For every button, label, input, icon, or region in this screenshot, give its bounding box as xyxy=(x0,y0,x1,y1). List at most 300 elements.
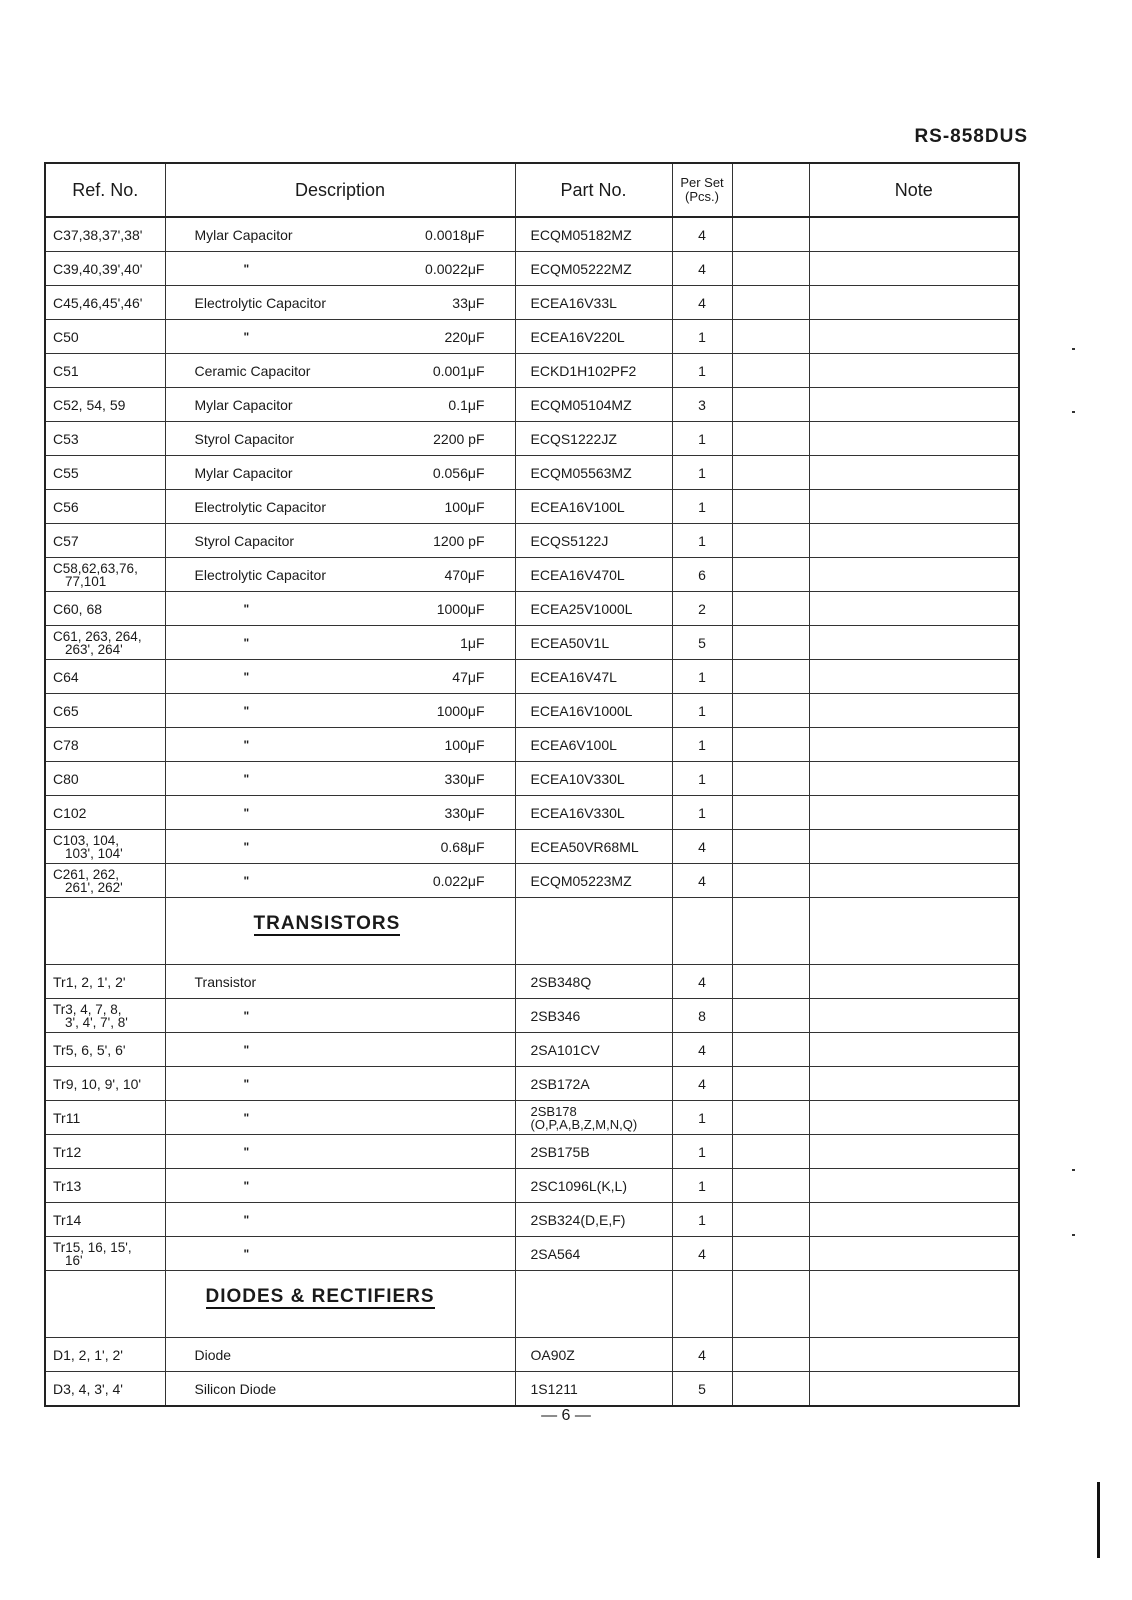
quantity-cell: 1 xyxy=(672,422,732,456)
ref-cell xyxy=(45,1237,165,1271)
description-cell xyxy=(165,217,515,252)
note-cell xyxy=(809,252,1019,286)
note-cell xyxy=(809,422,1019,456)
part-no-text: ECQM05563MZ xyxy=(530,464,632,481)
value-text: 0.0018μF xyxy=(425,226,485,243)
value-text: 2200 pF xyxy=(433,430,485,447)
blank-cell xyxy=(732,320,809,354)
value-text: 470μF xyxy=(444,566,485,583)
part-no-cell xyxy=(515,1067,672,1101)
ref-text: C52, 54, 59 xyxy=(53,396,126,413)
blank-cell xyxy=(732,524,809,558)
ref-cell xyxy=(45,1067,165,1101)
table-row xyxy=(45,728,1019,762)
description-cell xyxy=(165,1033,515,1067)
table-row xyxy=(45,558,1019,592)
quantity-cell: 1 xyxy=(672,660,732,694)
table-row xyxy=(45,660,1019,694)
blank-cell xyxy=(732,626,809,660)
part-no-cell xyxy=(515,320,672,354)
part-no-cell xyxy=(515,456,672,490)
ref-text: C39,40,39',40' xyxy=(53,260,143,277)
note-cell xyxy=(809,1169,1019,1203)
table-row xyxy=(45,1067,1019,1101)
part-no-text: ECQM05222MZ xyxy=(530,260,632,277)
ref-text: C61, 263, 264, xyxy=(53,628,142,644)
part-no-text: 2SB172A xyxy=(530,1075,590,1092)
ref-cell xyxy=(45,728,165,762)
ditto-mark: " xyxy=(243,1246,250,1261)
quantity-cell: 3 xyxy=(672,388,732,422)
description-cell xyxy=(165,1372,515,1407)
part-no-cell xyxy=(515,660,672,694)
description-text: Mylar Capacitor xyxy=(194,396,293,413)
description-cell xyxy=(165,1135,515,1169)
description-text: Mylar Capacitor xyxy=(194,464,293,481)
parts-list-table xyxy=(44,162,1020,1407)
part-no-text: ECEA10V330L xyxy=(530,770,625,787)
description-text: Silicon Diode xyxy=(194,1380,277,1397)
scan-mark xyxy=(1072,411,1075,413)
ref-cell xyxy=(45,524,165,558)
table-row xyxy=(45,1101,1019,1135)
part-no-cell xyxy=(515,388,672,422)
part-no-cell xyxy=(515,490,672,524)
quantity-cell: 4 xyxy=(672,965,732,999)
ref-cell xyxy=(45,626,165,660)
table-row xyxy=(45,422,1019,456)
note-cell xyxy=(809,1033,1019,1067)
description-cell xyxy=(165,422,515,456)
description-cell xyxy=(165,694,515,728)
section-note-cell xyxy=(809,1271,1019,1338)
ditto-mark: " xyxy=(243,771,250,786)
ref-text: Tr13 xyxy=(53,1177,82,1194)
description-header: Description xyxy=(165,163,515,217)
table-header-row xyxy=(45,163,1019,217)
part-no-cell xyxy=(515,286,672,320)
value-text: 1200 pF xyxy=(433,532,485,549)
description-cell xyxy=(165,796,515,830)
part-no-text: 2SA101CV xyxy=(530,1041,600,1058)
description-cell xyxy=(165,1067,515,1101)
model-number: RS-858DUS xyxy=(914,126,1028,147)
quantity-cell: 1 xyxy=(672,728,732,762)
description-cell xyxy=(165,1169,515,1203)
part-no-text: ECEA16V470L xyxy=(530,566,625,583)
ditto-mark: " xyxy=(243,873,250,888)
ref-cell xyxy=(45,864,165,898)
table-row xyxy=(45,354,1019,388)
ref-cell xyxy=(45,422,165,456)
description-cell xyxy=(165,864,515,898)
ditto-mark: " xyxy=(243,1076,250,1091)
part-no-cell xyxy=(515,252,672,286)
value-text: 0.022μF xyxy=(432,872,485,889)
ref-text: C55 xyxy=(53,464,79,481)
description-text: Diode xyxy=(194,1346,232,1363)
table-row xyxy=(45,999,1019,1033)
ref-text: Tr5, 6, 5', 6' xyxy=(53,1041,126,1058)
description-cell xyxy=(165,1338,515,1372)
ref-cell xyxy=(45,762,165,796)
blank-cell xyxy=(732,456,809,490)
ditto-mark: " xyxy=(243,805,250,820)
blank-cell xyxy=(732,490,809,524)
blank-header xyxy=(732,163,809,217)
section-blank-cell xyxy=(732,1271,809,1338)
ref-text: Tr15, 16, 15', xyxy=(53,1239,132,1255)
note-cell xyxy=(809,558,1019,592)
ref-cell xyxy=(45,286,165,320)
blank-cell xyxy=(732,422,809,456)
ditto-mark: " xyxy=(243,703,250,718)
quantity-cell: 1 xyxy=(672,354,732,388)
description-cell xyxy=(165,965,515,999)
section-title: TRANSISTORS xyxy=(253,913,401,934)
note-cell xyxy=(809,320,1019,354)
part-no-text: ECEA16V220L xyxy=(530,328,625,345)
ref-text: 77,101 xyxy=(65,573,107,589)
ref-no-header: Ref. No. xyxy=(45,163,165,217)
section-row xyxy=(45,1271,1019,1338)
part-no-text: ECEA25V1000L xyxy=(530,600,633,617)
blank-cell xyxy=(732,1033,809,1067)
part-no-text: 2SB178 xyxy=(530,1103,577,1119)
table-row xyxy=(45,524,1019,558)
note-cell xyxy=(809,1372,1019,1407)
value-text: 0.0022μF xyxy=(425,260,485,277)
table-row xyxy=(45,286,1019,320)
part-no-cell xyxy=(515,1372,672,1407)
ref-text: C56 xyxy=(53,498,79,515)
part-no-cell xyxy=(515,796,672,830)
quantity-cell: 4 xyxy=(672,286,732,320)
value-text: 100μF xyxy=(444,498,485,515)
note-cell xyxy=(809,762,1019,796)
ref-cell xyxy=(45,965,165,999)
parts-rows xyxy=(45,217,1019,1406)
blank-cell xyxy=(732,388,809,422)
ref-cell xyxy=(45,1101,165,1135)
table-row xyxy=(45,592,1019,626)
value-text: 0.056μF xyxy=(432,464,485,481)
blank-cell xyxy=(732,1169,809,1203)
part-no-cell xyxy=(515,694,672,728)
quantity-cell: 1 xyxy=(672,1203,732,1237)
part-no-text: ECEA6V100L xyxy=(530,736,617,753)
table-row xyxy=(45,1338,1019,1372)
ref-cell xyxy=(45,592,165,626)
part-no-cell xyxy=(515,558,672,592)
quantity-cell: 1 xyxy=(672,694,732,728)
ref-text: C80 xyxy=(53,770,79,787)
ref-cell xyxy=(45,660,165,694)
part-no-cell xyxy=(515,762,672,796)
ref-cell xyxy=(45,320,165,354)
ditto-mark: " xyxy=(243,839,250,854)
quantity-cell: 1 xyxy=(672,456,732,490)
ref-text: Tr1, 2, 1', 2' xyxy=(53,973,126,990)
ref-text: C57 xyxy=(53,532,79,549)
part-no-cell xyxy=(515,217,672,252)
quantity-cell: 1 xyxy=(672,762,732,796)
blank-cell xyxy=(732,252,809,286)
description-cell xyxy=(165,660,515,694)
quantity-cell: 1 xyxy=(672,490,732,524)
table-row xyxy=(45,217,1019,252)
ref-text: C50 xyxy=(53,328,79,345)
description-text: Styrol Capacitor xyxy=(194,430,295,447)
note-cell xyxy=(809,796,1019,830)
note-cell xyxy=(809,626,1019,660)
ref-text: D3, 4, 3', 4' xyxy=(53,1380,123,1397)
quantity-cell: 4 xyxy=(672,864,732,898)
blank-cell xyxy=(732,354,809,388)
table-row xyxy=(45,965,1019,999)
ref-text: Tr11 xyxy=(53,1109,81,1126)
description-text: Electrolytic Capacitor xyxy=(194,294,326,311)
part-no-text: ECQM05104MZ xyxy=(530,396,632,413)
blank-cell xyxy=(732,1135,809,1169)
part-no-cell xyxy=(515,524,672,558)
value-text: 0.001μF xyxy=(432,362,485,379)
description-text: Mylar Capacitor xyxy=(194,226,293,243)
scan-edge-mark xyxy=(1097,1482,1100,1558)
quantity-cell: 8 xyxy=(672,999,732,1033)
pcs-label: (Pcs.) xyxy=(685,189,719,204)
description-cell xyxy=(165,286,515,320)
note-cell xyxy=(809,388,1019,422)
ref-text: 263', 264' xyxy=(65,641,123,657)
value-text: 220μF xyxy=(444,328,485,345)
section-title-cell xyxy=(165,898,515,965)
scan-mark xyxy=(1072,348,1075,350)
note-cell xyxy=(809,1338,1019,1372)
ref-text: C60, 68 xyxy=(53,600,103,617)
part-no-text: ECQS5122J xyxy=(530,532,609,549)
table-row xyxy=(45,864,1019,898)
quantity-cell: 4 xyxy=(672,1033,732,1067)
description-text: Ceramic Capacitor xyxy=(194,362,311,379)
ref-cell xyxy=(45,999,165,1033)
note-cell xyxy=(809,217,1019,252)
part-no-text: (O,P,A,B,Z,M,N,Q) xyxy=(530,1116,638,1132)
quantity-cell: 4 xyxy=(672,1067,732,1101)
description-text: Transistor xyxy=(194,973,257,990)
page-number: — 6 — xyxy=(541,1407,591,1424)
blank-cell xyxy=(732,864,809,898)
note-cell xyxy=(809,456,1019,490)
part-no-cell xyxy=(515,965,672,999)
blank-cell xyxy=(732,1338,809,1372)
ref-text: Tr12 xyxy=(53,1143,82,1160)
quantity-cell: 1 xyxy=(672,524,732,558)
ditto-mark: " xyxy=(243,1212,250,1227)
section-title: DIODES & RECTIFIERS xyxy=(205,1286,435,1307)
ditto-mark: " xyxy=(243,737,250,752)
value-text: 100μF xyxy=(444,736,485,753)
part-no-text: ECQM05182MZ xyxy=(530,226,632,243)
description-cell xyxy=(165,728,515,762)
blank-cell xyxy=(732,1203,809,1237)
part-no-text: 2SB324(D,E,F) xyxy=(530,1211,626,1228)
ref-cell xyxy=(45,694,165,728)
ref-cell xyxy=(45,456,165,490)
ditto-mark: " xyxy=(243,1110,250,1125)
part-no-cell xyxy=(515,1203,672,1237)
ref-cell xyxy=(45,1135,165,1169)
ref-text: C51 xyxy=(53,362,79,379)
ditto-mark: " xyxy=(243,601,250,616)
ditto-mark: " xyxy=(243,635,250,650)
quantity-cell: 5 xyxy=(672,1372,732,1407)
quantity-cell: 1 xyxy=(672,320,732,354)
part-no-text: ECKD1H102PF2 xyxy=(530,362,637,379)
description-cell xyxy=(165,830,515,864)
quantity-cell: 2 xyxy=(672,592,732,626)
table-row xyxy=(45,1033,1019,1067)
blank-cell xyxy=(732,762,809,796)
blank-cell xyxy=(732,830,809,864)
description-cell xyxy=(165,558,515,592)
blank-cell xyxy=(732,999,809,1033)
description-cell xyxy=(165,354,515,388)
description-cell xyxy=(165,388,515,422)
part-no-cell xyxy=(515,1101,672,1135)
table-row xyxy=(45,252,1019,286)
description-cell xyxy=(165,626,515,660)
ref-cell xyxy=(45,1372,165,1407)
part-no-header: Part No. xyxy=(515,163,672,217)
part-no-text: 2SB348Q xyxy=(530,973,592,990)
ditto-mark: " xyxy=(243,1178,250,1193)
part-no-cell xyxy=(515,626,672,660)
note-header: Note xyxy=(809,163,1019,217)
ref-text: D1, 2, 1', 2' xyxy=(53,1346,123,1363)
table-row xyxy=(45,1135,1019,1169)
blank-cell xyxy=(732,796,809,830)
note-cell xyxy=(809,524,1019,558)
ref-text: C58,62,63,76, xyxy=(53,560,138,576)
ref-cell xyxy=(45,490,165,524)
ref-cell xyxy=(45,796,165,830)
ditto-mark: " xyxy=(243,1042,250,1057)
quantity-cell: 6 xyxy=(672,558,732,592)
ditto-mark: " xyxy=(243,669,250,684)
blank-cell xyxy=(732,1372,809,1407)
note-cell xyxy=(809,965,1019,999)
note-cell xyxy=(809,1203,1019,1237)
ref-cell xyxy=(45,1169,165,1203)
table-row xyxy=(45,1372,1019,1407)
blank-cell xyxy=(732,965,809,999)
description-text: Styrol Capacitor xyxy=(194,532,295,549)
table-row xyxy=(45,1169,1019,1203)
per-set-header xyxy=(672,163,732,217)
table-row xyxy=(45,694,1019,728)
ditto-mark: " xyxy=(243,1144,250,1159)
part-no-text: ECEA16V47L xyxy=(530,668,617,685)
value-text: 33μF xyxy=(452,294,485,311)
ref-text: C45,46,45',46' xyxy=(53,294,143,311)
blank-cell xyxy=(732,694,809,728)
value-text: 1000μF xyxy=(436,702,485,719)
ref-text: 261', 262' xyxy=(65,879,123,895)
blank-cell xyxy=(732,217,809,252)
part-no-cell xyxy=(515,1033,672,1067)
blank-cell xyxy=(732,286,809,320)
part-no-text: ECQM05223MZ xyxy=(530,872,632,889)
part-no-cell xyxy=(515,999,672,1033)
value-text: 47μF xyxy=(452,668,485,685)
description-cell xyxy=(165,320,515,354)
ref-text: Tr3, 4, 7, 8, xyxy=(53,1001,122,1017)
part-no-text: 2SB346 xyxy=(530,1007,581,1024)
section-part-cell xyxy=(515,898,672,965)
note-cell xyxy=(809,286,1019,320)
blank-cell xyxy=(732,728,809,762)
part-no-cell xyxy=(515,864,672,898)
part-no-cell xyxy=(515,1338,672,1372)
value-text: 330μF xyxy=(444,804,485,821)
quantity-cell: 1 xyxy=(672,1101,732,1135)
table-row xyxy=(45,626,1019,660)
part-no-cell xyxy=(515,1237,672,1271)
value-text: 0.68μF xyxy=(440,838,485,855)
section-ref-cell xyxy=(45,1271,165,1338)
note-cell xyxy=(809,1101,1019,1135)
quantity-cell: 1 xyxy=(672,1135,732,1169)
blank-cell xyxy=(732,1237,809,1271)
part-no-text: ECEA50VR68ML xyxy=(530,838,639,855)
ref-text: C53 xyxy=(53,430,79,447)
note-cell xyxy=(809,660,1019,694)
part-no-text: 2SB175B xyxy=(530,1143,590,1160)
note-cell xyxy=(809,830,1019,864)
ref-text: C65 xyxy=(53,702,79,719)
table-row xyxy=(45,796,1019,830)
ref-cell xyxy=(45,830,165,864)
description-cell xyxy=(165,456,515,490)
note-cell xyxy=(809,728,1019,762)
description-cell xyxy=(165,252,515,286)
part-no-text: 2SA564 xyxy=(530,1245,581,1262)
section-note-cell xyxy=(809,898,1019,965)
ref-cell xyxy=(45,388,165,422)
ref-text: C102 xyxy=(53,804,87,821)
value-text: 0.1μF xyxy=(448,396,485,413)
note-cell xyxy=(809,354,1019,388)
note-cell xyxy=(809,1135,1019,1169)
quantity-cell: 1 xyxy=(672,1169,732,1203)
description-text: Electrolytic Capacitor xyxy=(194,498,326,515)
section-ref-cell xyxy=(45,898,165,965)
ref-text: C37,38,37',38' xyxy=(53,226,143,243)
description-cell xyxy=(165,1101,515,1135)
ref-text: 3', 4', 7', 8' xyxy=(65,1014,128,1030)
note-cell xyxy=(809,999,1019,1033)
part-no-text: ECEA16V330L xyxy=(530,804,625,821)
note-cell xyxy=(809,864,1019,898)
table-row xyxy=(45,388,1019,422)
part-no-cell xyxy=(515,728,672,762)
section-part-cell xyxy=(515,1271,672,1338)
ref-text: Tr14 xyxy=(53,1211,82,1228)
scan-mark xyxy=(1072,1234,1075,1236)
ref-cell xyxy=(45,1338,165,1372)
note-cell xyxy=(809,694,1019,728)
